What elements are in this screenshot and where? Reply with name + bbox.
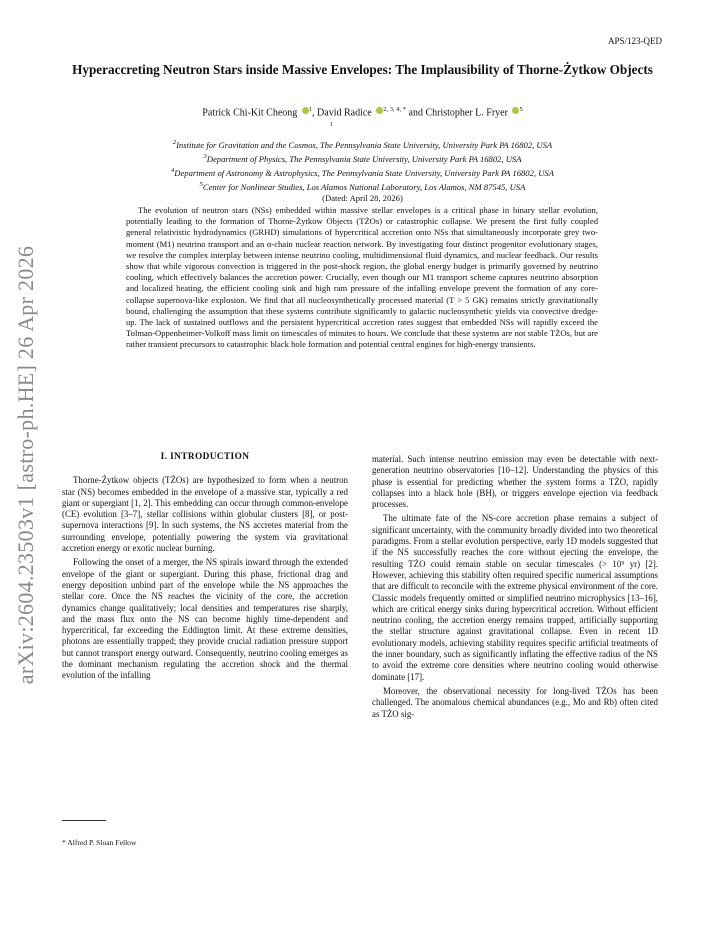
- arxiv-identifier: arXiv:2604.23503v1 [astro-ph.HE] 26 Apr 2026: [13, 245, 39, 685]
- abstract: The evolution of neutron stars (NSs) embedded within massive stellar envelopes is a critical phase in binary stellar evolution, potentially leading to the formation of Thorne-Żytkow Objects (TŻOs) or catastrophic collapse. We present the first fully coupled general relativistic hydrodynamics (GRHD) simulations of hypercritical accretion onto NSs that simultaneously incorporate grey two-moment (M1) neutrino transport and an α-chain nuclear reaction network. By investigating four distinct progenitor evolutionary stages, we resolve the complex interplay between intense neutrino cooling, multidimensional fluid dynamics, and nuclear feedback. Our results show that while vigorous convection is triggered in the post-shock region, the global energy budget is primarily governed by neutrino cooling, which effectively balances the accretion power. Crucially, even though our M1 transport scheme captures neutrino absorption and localized heating, the efficient cooling sink and high ram pressure of the infalling envelope prevent the formation of any core-collapse supernova-like explosion. We find that all nucleosynthetically processed material (T > 5 GK) remains strictly gravitationally bound, challenging the assumption that these systems contribute significantly to galactic nucleosynthetic yields via convective dredge-up. The lack of sustained outflows and the persistent hypercritical accretion rates suggest that embedded NSs will rapidly exceed the Tolman-Oppenheimer-Volkoff mass limit on timescales of minutes to hours. We conclude that these systems are not stable TŻOs, but are rather transient precursors to catastrophic black hole formation and potential central engines for high-energy transients.: [126, 205, 598, 350]
- affil-text: Department of Astronomy & Astrophysics, The Pennsylvania State University, University Park PA 16802, USA: [174, 167, 554, 178]
- author-affil-mark: 5: [519, 106, 523, 113]
- body-paragraph: The ultimate fate of the NS-core accretion phase remains a subject of significant uncertainty, with the community broadly divided into two theoretical paradigms. From a stellar evolution perspective, early 1D models suggested that if the NS successfully reaches the core without ejecting the envelope, the resulting TŻO could remain stable on secular timescales (> 10⁵ yr) [2]. However, achieving this stability often required specific numerical assumptions that are difficult to reconcile with the extreme physical environment of the core. Classic models frequently omitted or simplified neutrino microphysics [13–16], which are critical energy sinks during hypercritical accretion. Without efficient neutrino cooling, the accretion energy remains trapped, artificially supporting the stellar structure against gravitational collapse. Even in recent 1D evolutionary models, achieving stability requires specific artificial treatments of the inner boundary, such as significantly inflating the effective radius of the NS to avoid the extreme core densities where neutrino cooling would otherwise dominate [17].: [372, 513, 658, 682]
- affil-number: 2: [172, 139, 177, 146]
- affil-text: Center for Nonlinear Studies, Los Alamos National Laboratory, Los Alamos, NM 87545, USA: [202, 182, 526, 193]
- affiliations: [70, 137, 655, 204]
- author-list: [70, 106, 655, 118]
- author-name: Patrick Chi-Kit Cheong: [202, 107, 298, 119]
- body-paragraph: Moreover, the observational necessity for long-lived TŻOs has been challenged. The anomalous chemical abundances (e.g., Mo and Rb) often cited as TŻO sig-: [372, 685, 658, 719]
- author-name: David Radice: [317, 107, 372, 119]
- body-paragraph: Following the onset of a merger, the NS spirals inward through the extended envelope of the giant or supergiant. During this phase, frictional drag and energy deposition unbind part of the envelope while the NS approaches the stellar core. Once the NS reaches the vicinity of the core, the accretion dynamics change qualitatively; local densities and temperatures rise sharply, and the mass flux onto the NS can become highly time-dependent and hypercritical, far exceeding the Eddington limit. At these extreme densities, photons are essentially trapped; they provide crucial radiation pressure support but cannot transport energy outward. Consequently, neutrino cooling emerges as the dominant mechanism regulating the accretion shock and the thermal evolution of the infalling: [62, 557, 348, 681]
- report-number: APS/123-QED: [607, 36, 662, 46]
- left-column: [62, 452, 348, 685]
- right-column: [372, 454, 658, 723]
- affiliation: [70, 165, 655, 179]
- paper-title: Hyperaccreting Neutron Stars inside Massive Envelopes: The Implausibility of Thorne-Żytkow Objects: [72, 62, 653, 77]
- affil-number: 4: [171, 167, 175, 175]
- dated-line: (Dated: April 28, 2026): [322, 193, 403, 204]
- footnote-rule: [62, 820, 106, 821]
- affil-number: 5: [199, 181, 203, 189]
- author-separator: and: [406, 107, 426, 119]
- arxiv-stamp: [6, 230, 46, 700]
- author-separator: ,: [312, 107, 318, 119]
- body-paragraph: Thorne-Żytkow objects (TŻOs) are hypothesized to form when a neutron star (NS) becomes embedded in the envelope of a massive star, typically a red giant or supergiant [1, 2]. This embedding can occur through common-envelope (CE) evolution [3–7], stellar collisions within globular clusters [8], or post-supernova interactions [9]. In such systems, the NS accretes material from the surrounding envelope, potentially powering the system via gravitational accretion energy or exotic nuclear burning.: [62, 475, 348, 554]
- stray-affil-mark: 1: [330, 122, 333, 128]
- affiliation: [70, 151, 655, 165]
- section-heading: I. INTRODUCTION: [160, 452, 250, 462]
- affil-text: Institute for Gravitation and the Cosmos, The Pennsylvania State University, University Park PA 16802, USA: [176, 139, 553, 150]
- affil-text: Department of Physics, The Pennsylvania State University, University Park PA 16802, USA: [206, 153, 522, 164]
- affiliation: [70, 179, 655, 193]
- body-paragraph: material. Such intense neutrino emission may even be detectable with next-generation neutrino observatories [10–12]. Understanding the physics of this phase is essential for predicting whether the system forms a TŻO, rapidly collapses into a black hole (BH), or triggers envelope ejection via feedback processes.: [372, 454, 658, 510]
- affiliation: [70, 137, 655, 151]
- orcid-icon[interactable]: [302, 107, 309, 114]
- affil-number: 3: [203, 153, 207, 161]
- author-affil-mark: 1: [308, 106, 313, 113]
- author-name: Christopher L. Fryer: [425, 107, 508, 119]
- author-affil-mark: 2, 3, 4, *: [383, 106, 406, 113]
- footnote: * Alfred P. Sloan Fellow: [62, 838, 137, 847]
